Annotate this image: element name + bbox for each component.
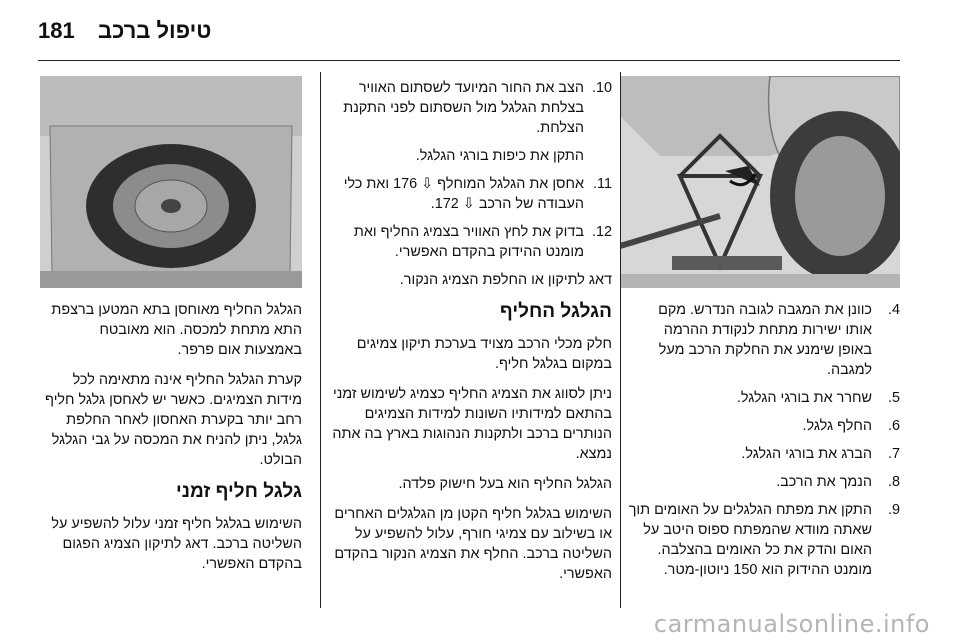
step-text: התקן את כיפות בורגי הגלגל. [415,148,584,164]
step-number: 5. [887,390,900,406]
step-number: 4. [887,302,900,318]
step-text: הצב את החור המיועד לשסתום האוויר בצלחת הגלגל מול השסתום לפני התקנת הצלחת. [343,80,584,136]
step-item [628,416,900,436]
paragraph: קערת הגלגל החליף אינה מתאימה לכל מידות הצמיגים. כאשר יש לאחסן גלגל חליף רחב יותר בקערת האחסון לאחר החלפת גלגל, ניתן להניח את המכסה על גבי הגלגל הבולט. [45,372,302,468]
paragraph: חלק מכלי הרכב מצויד בערכת תיקון צמיגים במקום בגלגל חליף. [356,336,612,372]
step-text: החלף גלגל. [802,418,872,434]
step-number: 8. [887,474,900,490]
right-column [628,300,900,588]
header-rule [38,60,900,61]
step-list-middle [330,78,612,262]
paragraph: ניתן לסווג את הצמיג החליף כצמיג לשימוש זמני בהתאם למידותיו השונות למידות הצמיגים הנותרים ברכב ולתקנות הנהוגות בארץ בה אתה נמצא. [332,386,612,462]
step-list-right [628,300,900,580]
step-text: בדוק את לחץ האוויר בצמיג החליף ואת מומנט ההידוק בהקדם האפשרי. [353,224,584,260]
step-number: 6. [887,418,900,434]
step-text: הברג את בורגי הגלגל. [741,446,872,462]
paragraph: הגלגל החליף הוא בעל חישוק פלדה. [398,476,612,492]
step-item [628,444,900,464]
jack-figure [620,76,900,288]
step-text: שחרר את בורגי הגלגל. [736,390,872,406]
step-number: 12. [591,224,612,240]
step-text: הנמך את הרכב. [776,474,872,490]
step-item [330,146,612,166]
step-text: התקן את מפתח הגלגלים על האומים תוך שאתה מוודא שהמפתח ספוס היטב על האום והדק את כל האומים בהצלבה. מומנט ההידוק הוא 150 ניוטון-מטר. [628,502,872,578]
section-heading-temporary-spare: גלגל חליף זמני [176,481,302,502]
paragraph: השימוש בגלגל חליף הקטן מן הגלגלים האחרים או בשילוב עם צמיגי חורף, עלול להשפיע על השליטה ברכב. החלף את הצמיג הנקור בהקדם האפשרי. [334,506,612,582]
paragraph: הגלגל החליף מאוחסן בתא המטען ברצפת התא מתחת למכסה. הוא מאובטח באמצעות אום פרפר. [51,302,302,358]
watermark: carmanualsonline.info [653,610,930,638]
note-text: דאג לתיקון או החלפת הצמיג הנקור. [399,272,612,288]
column-divider-left [320,72,321,608]
step-text: כוונן את המגבה לגובה הנדרש. מקם אותו ישירות מתחת לנקודת ההרמה באופן שימנע את החלקת הרכב מעל למגבה. [658,302,872,378]
section-heading-spare-wheel: הגלגל החליף [499,301,612,322]
step-number: 7. [887,446,900,462]
step-text: אחסן את הגלגל המוחלף ⇩ 176 ואת כלי העבודה של הרכב ⇩ 172. [343,176,584,212]
step-item [628,500,900,580]
page-header [0,0,960,64]
step-item [628,388,900,408]
paragraph: השימוש בגלגל חליף זמני עלול להשפיע על השליטה ברכב. דאג לתיקון הצמיג הפגום בהקדם האפשרי. [51,516,302,572]
step-item [330,222,612,262]
column-divider-right [620,72,621,608]
step-item [330,78,612,138]
spare-wheel-figure [40,76,302,288]
left-column [40,300,302,584]
step-number: 11. [593,176,612,192]
step-number: 10. [591,80,612,96]
middle-column [330,78,612,594]
step-item [628,472,900,492]
running-title: טיפול ברכב [98,18,212,43]
step-item [330,174,612,214]
step-item [628,300,900,380]
step-number: 9. [887,502,900,518]
page-number: 181 [38,18,75,43]
